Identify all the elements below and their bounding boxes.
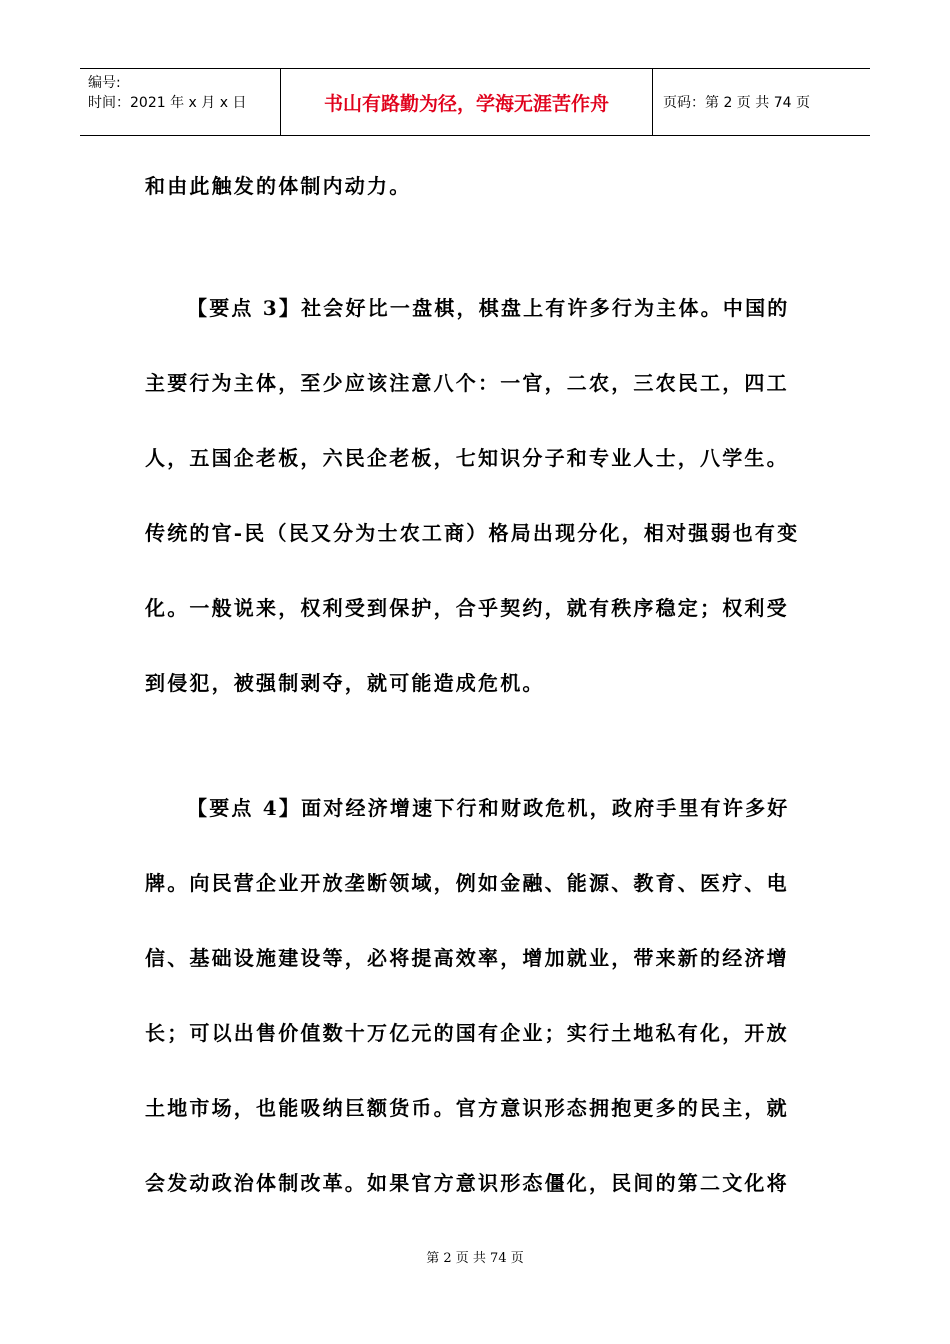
paragraph-point-3 bbox=[145, 271, 810, 721]
paragraph-continuation bbox=[145, 149, 810, 224]
text-line: 长；可以出售价值数十万亿元的国有企业；实行土地私有化，开放 bbox=[145, 1021, 789, 1045]
text-line: 和由此触发的体制内动力。 bbox=[145, 174, 412, 198]
header-page-indicator: 页码：第 2 页 共 74 页 bbox=[663, 95, 810, 111]
paragraph-point-4 bbox=[145, 771, 810, 1221]
document-time-label: 时间：2021 年 x 月 x 日 bbox=[88, 95, 247, 111]
text-line: 到侵犯，被强制剥夺，就可能造成危机。 bbox=[145, 671, 545, 695]
document-number-label: 编号: bbox=[88, 75, 121, 91]
text-line: 传统的官-民（民又分为士农工商）格局出现分化，相对强弱也有变 bbox=[145, 521, 800, 545]
text-line: 【要点 4】面对经济增速下行和财政危机，政府手里有许多好 bbox=[187, 796, 790, 820]
page-footer: 第 2 页 共 74 页 bbox=[426, 1251, 524, 1266]
text-line: 主要行为主体，至少应该注意八个：一官，二农，三农民工，四工 bbox=[145, 371, 789, 395]
text-line: 土地市场，也能吸纳巨额货币。官方意识形态拥抱更多的民主，就 bbox=[145, 1096, 789, 1120]
text-line: 牌。向民营企业开放垄断领域，例如金融、能源、教育、医疗、电 bbox=[145, 871, 789, 895]
text-line: 会发动政治体制改革。如果官方意识形态僵化，民间的第二文化将 bbox=[145, 1171, 789, 1195]
page-header bbox=[80, 68, 870, 136]
header-meta bbox=[80, 69, 281, 135]
text-line: 人，五国企老板，六民企老板，七知识分子和专业人士，八学生。 bbox=[145, 446, 789, 470]
text-line: 【要点 3】社会好比一盘棋，棋盘上有许多行为主体。中国的 bbox=[187, 296, 790, 320]
text-line: 化。一般说来，权利受到保护，合乎契约，就有秩序稳定；权利受 bbox=[145, 596, 789, 620]
header-motto: 书山有路勤为径，学海无涯苦作舟 bbox=[281, 69, 653, 135]
text-line: 信、基础设施建设等，必将提高效率，增加就业，带来新的经济增 bbox=[145, 946, 789, 970]
